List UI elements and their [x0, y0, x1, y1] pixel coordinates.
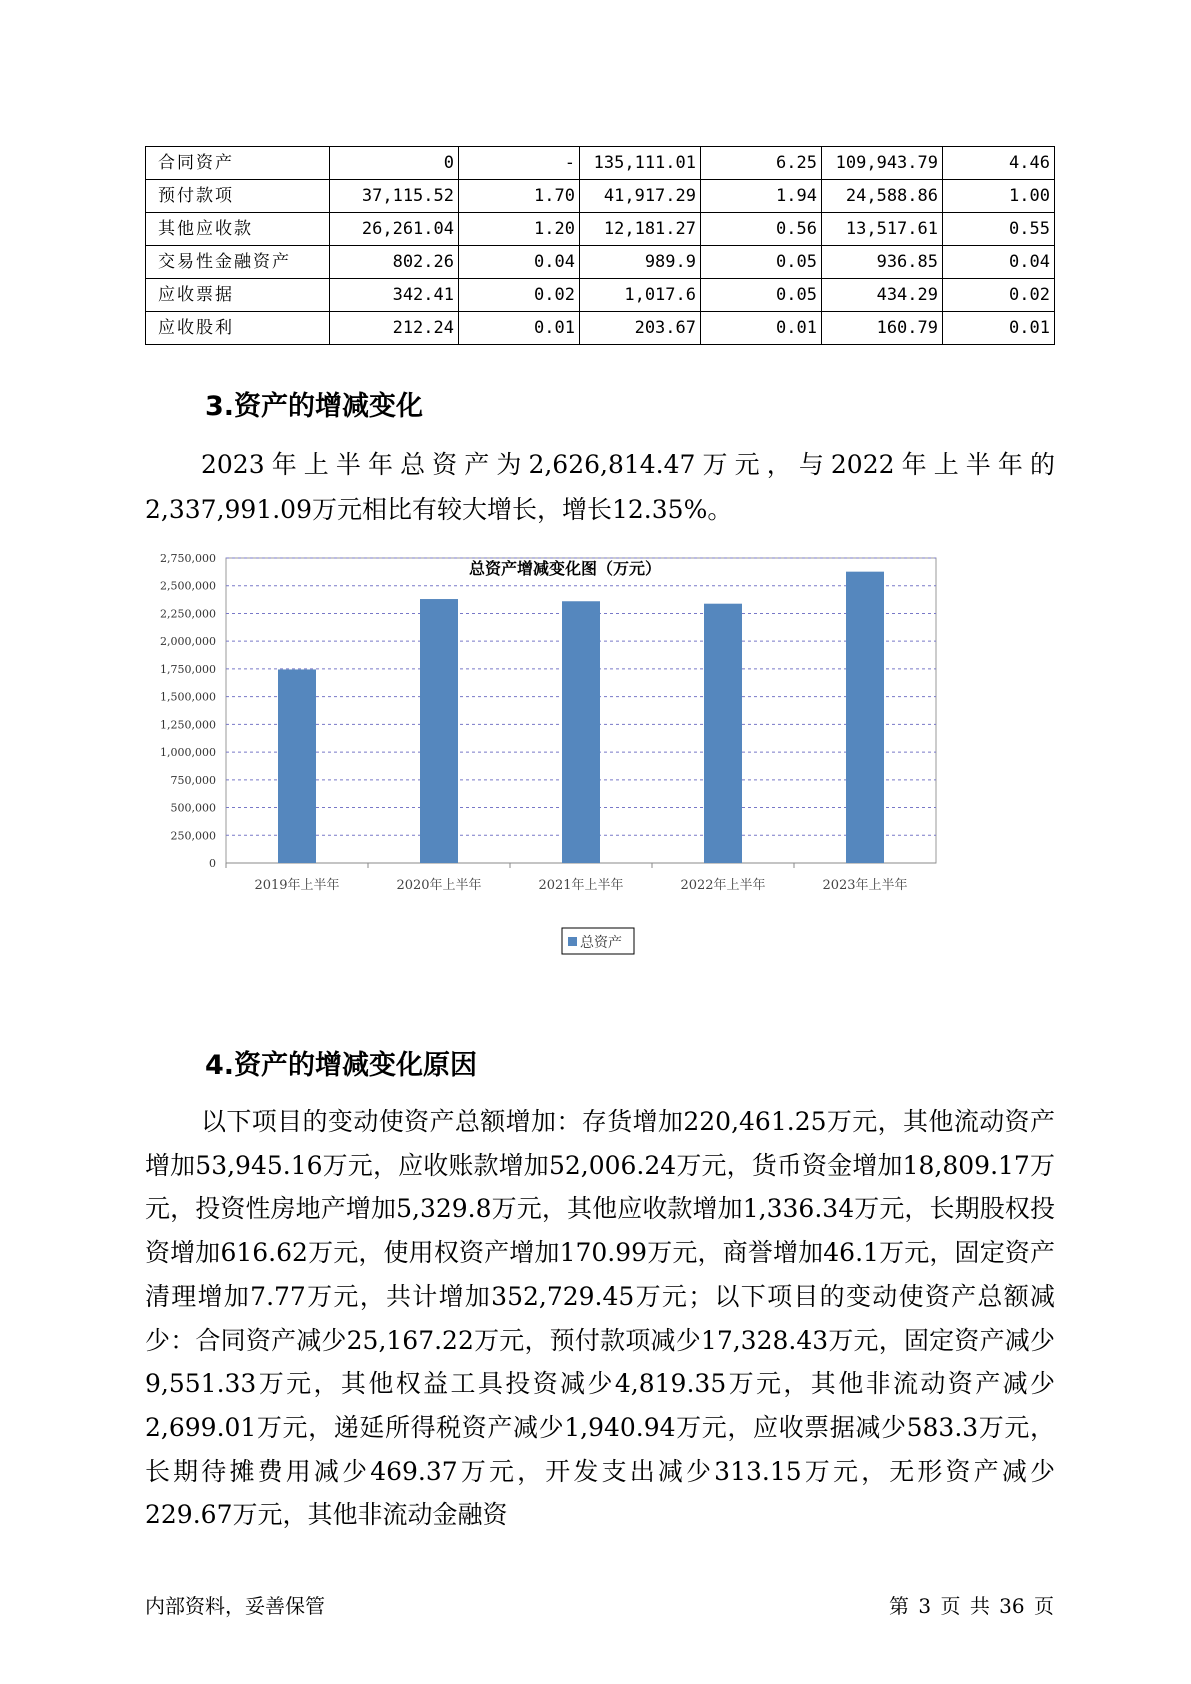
table-row — [146, 180, 1055, 213]
table-row — [146, 246, 1055, 279]
cell-p2: 0.05 — [701, 246, 822, 279]
cell-v1: 342.41 — [330, 279, 459, 312]
cell-p3: 1.00 — [943, 180, 1055, 213]
cell-v1: 26,261.04 — [330, 213, 459, 246]
x-tick-label: 2023年上半年 — [822, 878, 908, 893]
y-tick-label: 2,750,000 — [160, 552, 216, 565]
y-tick-label: 0 — [209, 857, 216, 870]
row-label: 合同资产 — [146, 147, 330, 180]
cell-p2: 0.01 — [701, 312, 822, 345]
cell-v3: 434.29 — [822, 279, 943, 312]
y-tick-label: 2,250,000 — [160, 607, 216, 621]
cell-p2: 1.94 — [701, 180, 822, 213]
cell-v3: 24,588.86 — [822, 180, 943, 213]
cell-p2: 0.56 — [701, 213, 822, 246]
cell-p3: 0.04 — [943, 246, 1055, 279]
cell-p1: 1.20 — [459, 213, 580, 246]
section-heading-3: 3.资产的增减变化 — [205, 391, 424, 422]
legend-swatch — [568, 937, 577, 946]
cell-v2: 989.9 — [580, 246, 701, 279]
y-tick-label: 2,500,000 — [160, 579, 216, 593]
x-tick-label: 2022年上半年 — [680, 878, 766, 893]
cell-v2: 41,917.29 — [580, 180, 701, 213]
cell-p1: 0.01 — [459, 312, 580, 345]
row-label: 应收股利 — [146, 312, 330, 345]
cell-v1: 37,115.52 — [330, 180, 459, 213]
cell-p1: - — [459, 147, 580, 180]
row-label: 交易性金融资产 — [146, 246, 330, 279]
footer-note: 内部资料，妥善保管 — [145, 1594, 325, 1618]
cell-v2: 135,111.01 — [580, 147, 701, 180]
page-number: 第 3 页 共 36 页 — [889, 1594, 1054, 1618]
legend-label: 总资产 — [580, 935, 622, 951]
cell-v2: 203.67 — [580, 312, 701, 345]
total-assets-bar-chart — [160, 550, 960, 951]
cell-p3: 0.01 — [943, 312, 1055, 345]
row-label: 预付款项 — [146, 180, 330, 213]
bar — [704, 604, 742, 863]
cell-v3: 160.79 — [822, 312, 943, 345]
y-tick-label: 250,000 — [170, 829, 216, 843]
cell-v1: 802.26 — [330, 246, 459, 279]
chart-title: 总资产增减变化图（万元） — [468, 559, 662, 578]
section-heading-4: 4.资产的增减变化原因 — [205, 1050, 478, 1081]
asset-table — [145, 146, 1055, 345]
y-tick-label: 1,000,000 — [160, 746, 216, 760]
cell-v2: 1,017.6 — [580, 279, 701, 312]
bar — [562, 601, 600, 863]
cell-v3: 109,943.79 — [822, 147, 943, 180]
chart-bars — [278, 572, 884, 863]
cell-p1: 0.04 — [459, 246, 580, 279]
row-label: 应收票据 — [146, 279, 330, 312]
table-row — [146, 147, 1055, 180]
y-tick-label: 1,750,000 — [160, 662, 216, 676]
table-row — [146, 279, 1055, 312]
cell-p2: 0.05 — [701, 279, 822, 312]
cell-v3: 13,517.61 — [822, 213, 943, 246]
y-tick-label: 1,250,000 — [160, 718, 216, 732]
y-tick-label: 2,000,000 — [160, 635, 216, 649]
cell-v3: 936.85 — [822, 246, 943, 279]
cell-p3: 4.46 — [943, 147, 1055, 180]
y-tick-label: 750,000 — [170, 773, 216, 787]
cell-v1: 0 — [330, 147, 459, 180]
chart-y-axis — [160, 552, 216, 870]
bar — [278, 669, 316, 863]
bar — [420, 599, 458, 863]
chart-x-axis — [226, 863, 908, 893]
table-row — [146, 312, 1055, 345]
cell-v2: 12,181.27 — [580, 213, 701, 246]
section-paragraph-4: 以下项目的变动使资产总额增加：存货增加220,461.25万元，其他流动资产增加53,945.16万元，应收账款增加52,006.24万元，货币资金增加18,809.17万元，投资性房地产增加5,329.8万元，其他应收款增加1,336.34万元，长期股权投资增加616.62万元，使用权资产增加170.99万元，商誉增加46.1万元，固定资产清理增加7.77万元，共计增加352,729.45万元；以下项目的变动使资产总额减少：合同资产减少25,167.22万元，预付款项减少17,328.43万元，固定资产减少9,551.33万元，其他权益工具投资减少4,819.35万元，其他非流动资产减少2,699.01万元，递延所得税资产减少1,940.94万元，应收票据减少583.3万元，长期待摊费用减少469.37万元，开发支出减少313.15万元，无形资产减少229.67万元，其他非流动金融资 — [145, 1107, 1055, 1530]
chart-legend — [562, 928, 634, 954]
cell-p1: 1.70 — [459, 180, 580, 213]
cell-p1: 0.02 — [459, 279, 580, 312]
table-row — [146, 213, 1055, 246]
cell-p3: 0.02 — [943, 279, 1055, 312]
section-paragraph-3: 2023年上半年总资产为2,626,814.47万元，与2022年上半年的2,337,991.09万元相比有较大增长，增长12.35%。 — [145, 450, 1055, 524]
cell-v1: 212.24 — [330, 312, 459, 345]
y-tick-label: 1,500,000 — [160, 690, 216, 704]
cell-p2: 6.25 — [701, 147, 822, 180]
x-tick-label: 2019年上半年 — [254, 878, 340, 893]
row-label: 其他应收款 — [146, 213, 330, 246]
bar — [846, 572, 884, 863]
x-tick-label: 2021年上半年 — [538, 878, 624, 893]
cell-p3: 0.55 — [943, 213, 1055, 246]
x-tick-label: 2020年上半年 — [396, 878, 482, 893]
y-tick-label: 500,000 — [170, 801, 216, 815]
